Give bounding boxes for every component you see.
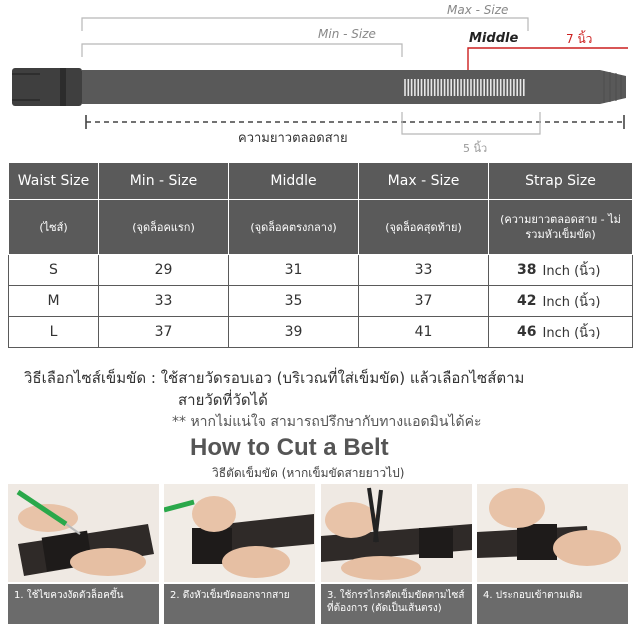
cell-middle: 39 (229, 317, 359, 348)
step-4-caption: 4. ประกอบเข้าตามเดิม (477, 584, 628, 624)
length-label: ความยาวตลอดสาย (238, 131, 348, 146)
cell-min: 37 (99, 317, 229, 348)
instruction-note: ** หากไม่แน่ใจ สามารถปรึกษากับทางแอดมินได้ค่ะ (172, 414, 482, 430)
sub-middle: (จุดล็อคตรงกลาง) (229, 200, 359, 255)
cell-max: 33 (359, 255, 489, 286)
cell-unit: Inch (นิ้ว) (541, 286, 633, 317)
step-2-photo (164, 484, 315, 582)
cell-strap: 42 (489, 286, 541, 317)
cell-middle: 35 (229, 286, 359, 317)
cell-unit: Inch (นิ้ว) (541, 255, 633, 286)
sub-max: (จุดล็อคสุดท้าย) (359, 200, 489, 255)
cell-size: S (9, 255, 99, 286)
middle-marker (468, 48, 628, 72)
table-subheader-row (9, 200, 633, 255)
cell-min: 29 (99, 255, 229, 286)
five-inch-label: 5 นิ้ว (463, 142, 488, 155)
cell-size: L (9, 317, 99, 348)
table-header-row (9, 163, 633, 200)
five-inch-bracket (402, 112, 540, 134)
cell-max: 37 (359, 286, 489, 317)
step-1-caption: 1. ใช้ไขควงงัดตัวล็อคขึ้น (8, 584, 159, 624)
min-size-label: Min - Size (318, 27, 376, 41)
size-table (8, 162, 633, 348)
table-row (9, 255, 633, 286)
col-max-size: Max - Size (359, 163, 489, 200)
cell-max: 41 (359, 317, 489, 348)
belt-strap (82, 70, 626, 104)
col-min-size: Min - Size (99, 163, 229, 200)
col-waist-size: Waist Size (9, 163, 99, 200)
col-middle: Middle (229, 163, 359, 200)
table-row (9, 286, 633, 317)
instruction-line-2: สายวัดที่วัดได้ (178, 391, 268, 409)
middle-label: Middle (469, 31, 519, 46)
instruction-line-1: วิธีเลือกไซส์เข็มขัด : ใช้สายวัดรอบเอว (บริเวณที่ใส่เข็มขัด) แล้วเลือกไซส์ตาม (24, 369, 525, 387)
sub-min: (จุดล็อคแรก) (99, 200, 229, 255)
max-size-label: Max - Size (447, 3, 509, 17)
sub-strap: (ความยาวตลอดสาย - ไม่รวมหัวเข็มขัด) (489, 200, 633, 255)
max-size-bracket (82, 18, 528, 31)
cell-middle: 31 (229, 255, 359, 286)
step-1-photo (8, 484, 159, 582)
cut-subtitle: วิธีตัดเข็มขัด (หากเข็มขัดสายยาวไป) (212, 466, 405, 480)
step-3-photo (321, 484, 472, 582)
step-3-caption: 3. ใช้กรรไกรตัดเข็มขัดตามไซส์ที่ต้องการ (ตัดเป็นเส้นตรง) (321, 584, 472, 624)
cell-min: 33 (99, 286, 229, 317)
sub-waist: (ไซส์) (9, 200, 99, 255)
seven-inch-label: 7 นิ้ว (566, 32, 593, 46)
min-size-bracket (82, 44, 402, 57)
cell-size: M (9, 286, 99, 317)
step-4-photo (477, 484, 628, 582)
cut-title: How to Cut a Belt (190, 434, 389, 461)
step-2-caption: 2. ดึงหัวเข็มขัดออกจากสาย (164, 584, 315, 624)
col-strap-size: Strap Size (489, 163, 633, 200)
table-row (9, 317, 633, 348)
cell-unit: Inch (นิ้ว) (541, 317, 633, 348)
cell-strap: 38 (489, 255, 541, 286)
cell-strap: 46 (489, 317, 541, 348)
